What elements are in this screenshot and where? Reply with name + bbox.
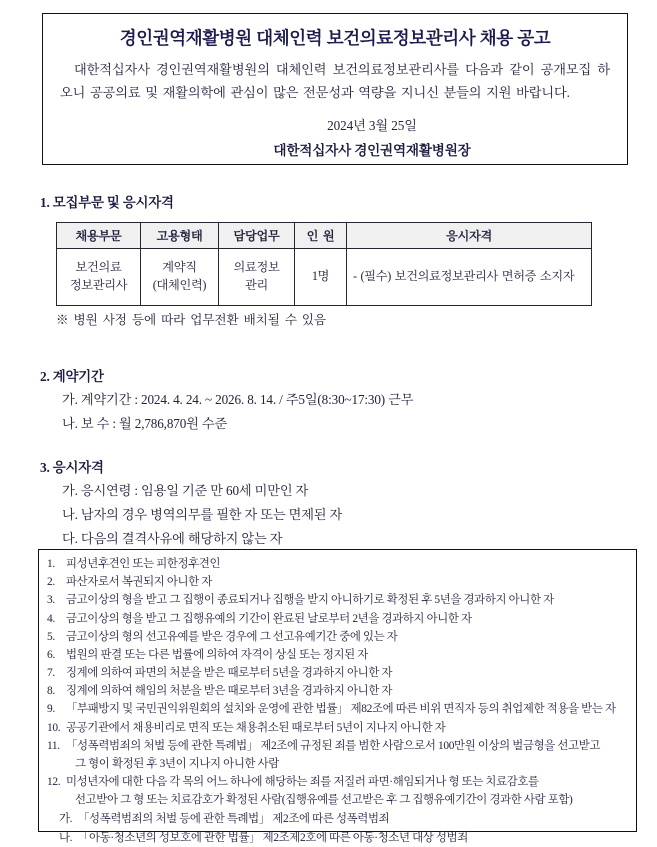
disqualification-sub-item: [47, 810, 630, 828]
disqualification-sub-item-text: 「성폭력범죄의 처벌 등에 관한 특례법」 제2조에 따른 성폭력범죄: [78, 813, 390, 826]
disqualification-item-number: 4.: [47, 612, 55, 625]
table-header-count: 인 원: [295, 223, 347, 249]
section-1-heading: 1. 모집부문 및 응시자격: [40, 195, 174, 210]
disqualification-item-text: 징계에 의하여 파면의 처분을 받은 때로부터 5년을 경과하지 아니한 자: [66, 667, 393, 680]
disqualification-item: [47, 611, 630, 629]
table-header-qualification: 응시자격: [347, 223, 592, 249]
disqualification-item-number: 3.: [47, 594, 55, 607]
disqualification-sub-item-number: 가.: [59, 813, 73, 826]
disqualification-list-box: [38, 549, 637, 845]
disqualification-item-number: 7.: [47, 667, 55, 680]
disqualification-sub-item-number: 나.: [59, 832, 73, 845]
disqualification-item: [47, 683, 630, 701]
section-3-item-age: 가. 응시연령 : 임용일 기준 만 60세 미만인 자: [62, 483, 309, 498]
disqualification-item-number: 8.: [47, 685, 55, 698]
table-header-employment: 고용형태: [141, 223, 219, 249]
section-2-item-salary: 나. 보 수 : 월 2,786,870원 수준: [62, 416, 228, 431]
disqualification-item: [47, 720, 630, 738]
disqualification-item: [47, 574, 630, 592]
disqualification-item: [47, 701, 630, 719]
disqualification-item: [47, 629, 630, 647]
disqualification-item: [47, 738, 630, 756]
disqualification-item-number: 9.: [47, 703, 55, 716]
disqualification-item-text: 「부패방지 및 국민권익위원회의 설치와 운영에 관한 법률」 제82조에 따른 비위 면직자 등의 취업제한 적용을 받는 자: [66, 703, 616, 716]
section-3-heading: 3. 응시자격: [40, 460, 104, 475]
disqualification-item-text: 금고이상의 형을 받고 그 집행이 종료되거나 집행을 받지 아니하기로 확정된 후 5년을 경과하지 아니한 자: [66, 594, 554, 607]
disqualification-item-continuation: 선고받아 그 형 또는 치료감호가 확정된 사람(집행유예를 선고받은 후 그 집행유예기간이 경과한 사람 포함): [75, 794, 573, 807]
cell-qualification: - (필수) 보건의료정보관리사 면허증 소지자: [347, 249, 592, 306]
section-1-note: ※ 병원 사정 등에 따라 업무전환 배치될 수 있음: [56, 313, 327, 327]
disqualification-item-text: 법원의 판결 또는 다른 법률에 의하여 자격이 상실 또는 정지된 자: [66, 648, 368, 661]
notice-header-box: [42, 13, 628, 165]
disqualification-item: [47, 665, 630, 683]
disqualification-item-text: 피성년후견인 또는 피한정후견인: [66, 558, 221, 570]
cell-duty: 의료정보 관리: [219, 249, 295, 306]
section-2-heading: 2. 계약기간: [40, 369, 104, 384]
disqualification-item: [47, 647, 630, 665]
notice-body-paragraph: 대한적십자사 경인권역재활병원의 대체인력 보건의료정보관리사를 다음과 같이 공개모집 하오니 공공의료 및 재활의학에 관심이 많은 전문성과 역량을 지니신 분들의 지원 바랍니다.: [60, 62, 610, 100]
disqualification-item-text: 미성년자에 대한 다음 각 목의 어느 하나에 해당하는 죄를 저질러 파면·해임되거나 형 또는 치료감호를: [66, 776, 539, 789]
disqualification-item: [47, 774, 630, 792]
disqualification-item-continuation: 그 형이 확정된 후 3년이 지나지 아니한 사람: [75, 757, 279, 770]
section-3-item-military: 나. 남자의 경우 병역의무를 필한 자 또는 면제된 자: [62, 507, 343, 522]
disqualification-list: [47, 556, 630, 810]
disqualification-item-text: 공공기관에서 채용비리로 면직 또는 채용취소된 때로부터 5년이 지나지 아니한 자: [66, 721, 446, 734]
disqualification-item-text: 「성폭력범죄의 처벌 등에 관한 특례법」 제2조에 규정된 죄를 범한 사람으로서 100만원 이상의 벌금형을 선고받고: [66, 739, 601, 752]
disqualification-sub-item-text: 「아동·청소년의 성보호에 관한 법률」 제2조제2호에 따른 아동·청소년 대상 성범죄: [78, 832, 468, 845]
table-row: [57, 249, 592, 306]
page-title: 경인권역재활병원 대체인력 보건의료정보관리사 채용 공고: [119, 28, 551, 48]
disqualification-item-text: 금고이상의 형의 선고유예를 받은 경우에 그 선고유예기간 중에 있는 자: [66, 630, 398, 643]
disqualification-sub-list: [47, 810, 630, 847]
table-header-duty: 담당업무: [219, 223, 295, 249]
section-3-item-disqualification: 다. 다음의 결격사유에 해당하지 않는 자: [62, 531, 283, 546]
disqualification-item-number: 1.: [47, 558, 55, 570]
disqualification-item-number: 11.: [47, 739, 60, 752]
disqualification-item: [47, 556, 630, 574]
disqualification-item-number: 10.: [47, 721, 61, 734]
disqualification-item-number: 2.: [47, 576, 55, 589]
disqualification-item: [47, 592, 630, 610]
table-header-field: 채용부문: [57, 223, 141, 249]
recruitment-table: [56, 222, 592, 306]
notice-signer: 대한적십자사 경인권역재활병원장: [273, 143, 471, 159]
notice-date: 2024년 3월 25일: [327, 118, 417, 134]
disqualification-sub-item: [47, 829, 630, 847]
disqualification-item-number: 6.: [47, 648, 55, 661]
disqualification-item-text: 징계에 의하여 해임의 처분을 받은 때로부터 3년을 경과하지 아니한 자: [66, 685, 393, 698]
disqualification-item-number: 5.: [47, 630, 55, 643]
disqualification-item-text: 파산자로서 복권되지 아니한 자: [66, 576, 212, 589]
disqualification-item-number: 12.: [47, 776, 61, 789]
table-header-row: [57, 223, 592, 249]
section-2-item-contract-period: 가. 계약기간 : 2024. 4. 24. ~ 2026. 8. 14. / 주5일(8:30~17:30) 근무: [62, 392, 414, 407]
cell-employment: 계약직 (대체인력): [141, 249, 219, 306]
disqualification-item-text: 금고이상의 형을 받고 그 집행유예의 기간이 완료된 날로부터 2년을 경과하지 아니한 자: [66, 612, 472, 625]
cell-count: 1명: [295, 249, 347, 306]
cell-field: 보건의료 정보관리사: [57, 249, 141, 306]
